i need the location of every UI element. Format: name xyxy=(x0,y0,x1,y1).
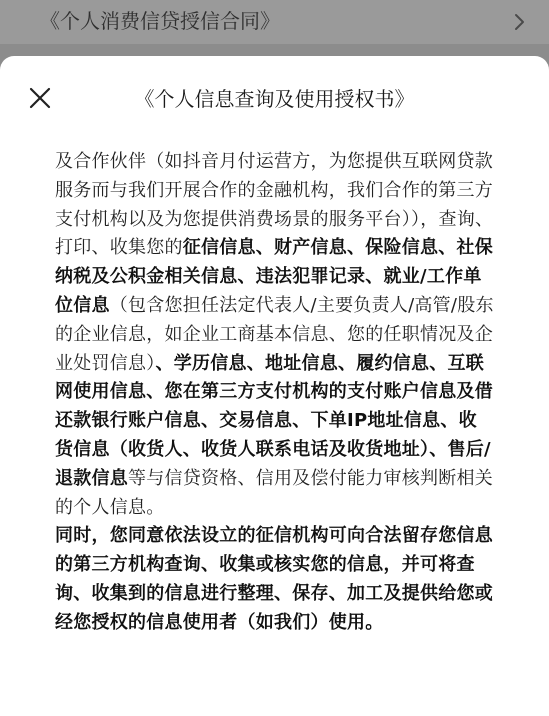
bold-text-segment: 、学历信息、地址信息、履约信息、互联网使用信息、您在第三方支付机构的支付账户信息及借还款银行账户信息、交易信息、下单IP地址信息、收货信息（收货人、收货人联系电话及收货地址）、售后/退款信息 xyxy=(55,352,493,489)
sheet-title: 《个人信息查询及使用授权书》 xyxy=(134,87,415,111)
text-segment: 等与信贷资格、信用及偿付能力审核判断相关的个人信息。 xyxy=(55,467,493,518)
text-segment: 及合作伙伴（如抖音月付运营方，为您提供互联网贷款服务而与我们开展合作的金融机构，我们合作的第三方支付机构以及为您提供消费场景的服务平台）），查询、打印、收集您的 xyxy=(55,151,494,259)
bold-text-segment: 征信信息、财产信息、保险信息、社保纳税及公积金相关信息、违法犯罪记录、就业/工作单位信息 xyxy=(55,237,493,316)
authorization-paragraph-1 xyxy=(55,148,495,522)
background-contract-title: 《个人消费信贷授信合同》 xyxy=(40,9,280,33)
text-segment: （包含您担任法定代表人/主要负责人/高管/股东的企业信息，如企业工商基本信息、您的任职情况及企业处罚信息） xyxy=(55,294,494,374)
authorization-paragraph-2: 同时，您同意依法设立的征信机构可向合法留存您信息的第三方机构查询、收集或核实您的信息，并可将查询、收集到的信息进行整理、保存、加工及提供给您或经您授权的信息使用者（如我们）使用。 xyxy=(55,525,493,633)
background-contract-row[interactable] xyxy=(0,0,549,44)
close-icon xyxy=(28,86,52,114)
close-button[interactable] xyxy=(22,82,58,118)
authorization-sheet xyxy=(0,56,549,716)
chevron-right-icon xyxy=(511,10,529,34)
authorization-content xyxy=(55,148,495,638)
